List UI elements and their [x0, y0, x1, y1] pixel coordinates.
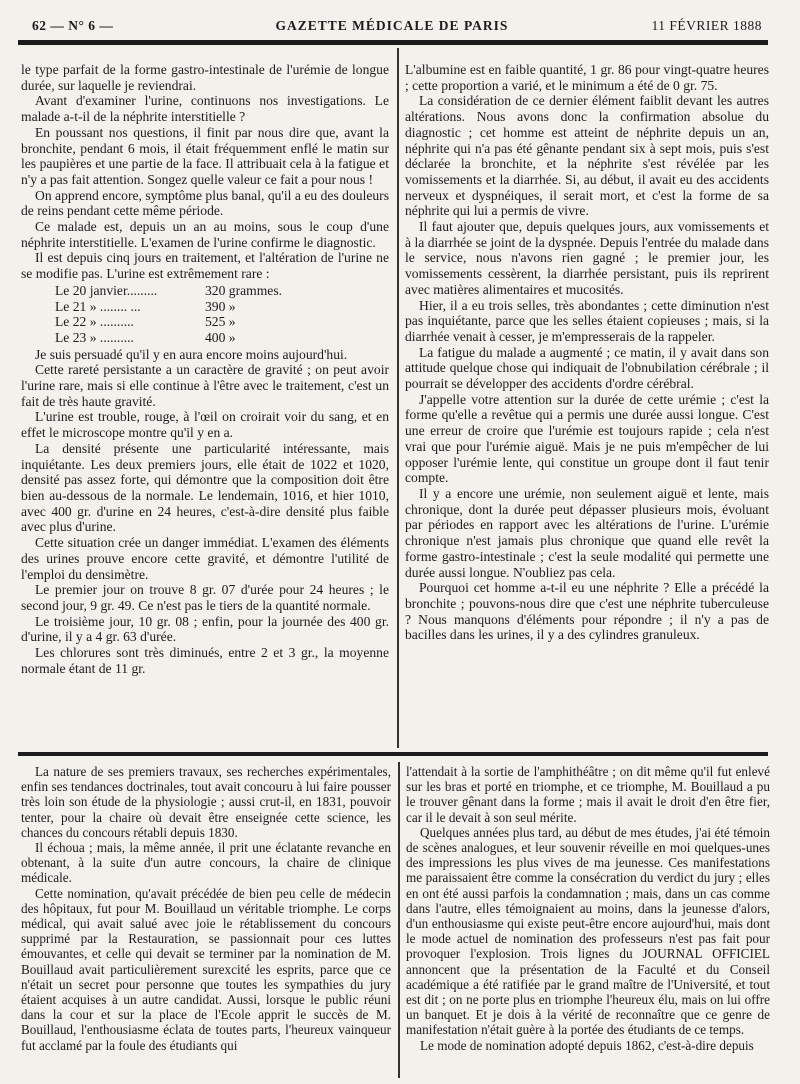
- paragraph: J'appelle votre attention sur la durée de cette urémie ; c'est la forme qu'elle a revêtue qui a permis une durée aussi longue. C'est une erreur de croire que l'urémie est toujours rapide ; cela n'est vrai que pour l'urémie aiguë. Mais je ne puis m'empêcher de lui opposer l'urémie lente, qui constitue un groupe dont il faut tenir compte.: [405, 391, 769, 486]
- table-cell-day: Le 20 janvier.........: [55, 282, 158, 298]
- feuilleton-right: [406, 764, 770, 1082]
- paragraph: Il échoua ; mais, la même année, il prit une éclatante revanche en obtenant, à la suite d'un autre concours, la chaire de clinique médicale.: [21, 840, 391, 886]
- column-divider: [397, 48, 399, 748]
- table-cell-value: 390 »: [205, 298, 236, 314]
- paragraph: Il faut ajouter que, depuis quelques jours, aux vomissements et à la diarrhée se joint de la dyspnée. Depuis l'entrée du malade dans le service, nous n'avons rien gagné ; le premier jour, les vomissements cessèrent, la diarrhée persistant, puis ils reprirent avec matières alimentaires et mucosités.: [405, 219, 769, 297]
- running-header: [22, 16, 762, 38]
- feuilleton-left: [21, 764, 391, 1082]
- paragraph: L'albumine est en faible quantité, 1 gr. 86 pour vingt-quatre heures ; cette proportion a varié, et le minimum a été de 0 gr. 75.: [405, 62, 769, 93]
- paragraph: Avant d'examiner l'urine, continuons nos investigations. Le malade a-t-il de la néphrite interstitielle ?: [21, 93, 389, 125]
- paragraph: Quelques années plus tard, au début de mes études, j'ai été témoin de scènes analogues, et leur souvenir réveille en moi quelques-unes des impressions les plus vives de ma jeunesse. Ces manifestations me paraissaient être comme la consécration du verdict du jury ; elles en ont été aussi parfois la condamnation ; mais, dans un cas comme dans l'autre, elles témoignaient au moins, dans la jeunesse d'alors, d'un enthousiasme qui existe peut-être encore aujourd'hui, mais dont le mode actuel de nomination des professeurs n'est pas fait pour provoquer l'explosion. Trois lignes du JOURNAL OFFICIEL annoncent que la présentation de la Faculté et du Conseil académique a été ratifiée par le grand maître de l'Université, et tout est dit ; on ne porte plus en triomphe l'heureux élu, mais on lui offre un banquet. Et je dois à la vérité de reconnaître que ce genre de manifestation n'était guère à la portée des étudiants de ce temps.: [406, 824, 770, 1038]
- column-divider: [398, 762, 400, 1078]
- table-row: [55, 299, 325, 315]
- paragraph: Cette rareté persistante a un caractère de gravité ; on peut avoir l'urine rare, mais si elle continue à l'être avec le traitement, c'est un fait de très haute gravité.: [21, 362, 389, 409]
- paragraph: Cette situation crée un danger immédiat. L'examen des éléments des urines prouve encore cette gravité, et démontre l'utilité de l'emploi du densimètre.: [21, 535, 389, 582]
- table-cell-day: Le 23 » ..........: [55, 329, 134, 345]
- table-row: [55, 283, 325, 299]
- feuilleton-rule: [18, 752, 768, 756]
- paragraph: En poussant nos questions, il finit par nous dire que, avant la bronchite, pendant 6 mois, il était fréquemment enflé le matin sur les paupières et une partie de la face. Il attribuait cela à la fatigue et n'y a pas fait attention. Songez quelle valeur ce fait a pour nous !: [21, 124, 389, 187]
- paragraph: L'urine est trouble, rouge, à l'œil on croirait voir du sang, et en effet le microscope montre qu'il y en a.: [21, 409, 389, 441]
- paragraph: Le mode de nomination adopté depuis 1862, c'est-à-dire depuis: [420, 1037, 754, 1053]
- table-cell-day: Le 22 » ..........: [55, 314, 134, 330]
- table-cell-value: 525 »: [205, 314, 236, 330]
- paragraph: La considération de ce dernier élément faiblit devant les autres altérations. Nous avons donc la confirmation absolue du diagnostic ; cet homme est atteint de néphrite depuis un an, néphrite qui n'a pas été gênante pendant six à sept mois, puis s'est déclarée la bronchite, et la néphrite s'est révélée par les vomissements et la diarrhée. Si, au début, il avait eu des accidents nerveux et dyspnéiques, il serait mort, et c'est la forme de sa néphrite qui lui a permis de vivre.: [405, 93, 769, 219]
- urine-volume-table: [55, 283, 325, 346]
- table-row: [55, 330, 325, 346]
- column-right: [405, 62, 769, 748]
- paragraph: l'attendait à la sortie de l'amphithéâtre ; on dit même qu'il fut enlevé sur les bras et porté en triomphe, et ce triomphe, M. Bouillaud a pu le trouver gênant dans la forme ; mais il avait le droit d'en être fier, car il le devait à son seul mérite.: [406, 764, 770, 825]
- paragraph: La nature de ses premiers travaux, ses recherches expérimentales, enfin ses tendances doctrinales, tout avait concouru à lui faire pousser très loin son étude de la physiologie ; aussi crut-il, en 1831, pouvoir tenter, pour la chaire où devait être enseignée cette science, les chances du concours rétabli depuis 1830.: [21, 764, 391, 840]
- paragraph: Cette nomination, qu'avait précédée de bien peu celle de médecin des hôpitaux, fut pour M. Bouillaud un véritable triomphe. Le corps médical, qui avait salué avec joie le rétablissement du concours supprimé par la Restauration, se passionnait pour ces luttes émouvantes, et celle qui devait se terminer par la nomination de M. Bouillaud avait particulièrement surexcité les esprits, parce que ce n'était un secret pour personne que toutes les sympathies du jury étaient acquises à un autre candidat. Aussi, lorsque le public réuni dans la cour et sur la place de l'Ecole apprit le succès de M. Bouillaud, l'enthousiasme éclata de toutes parts, l'heureux vainqueur fut acclamé par la foule des étudiants qui: [21, 885, 391, 1053]
- column-left: [21, 62, 389, 748]
- table-row: [55, 314, 325, 330]
- table-cell-value: 400 »: [205, 329, 236, 345]
- paragraph: Hier, il a eu trois selles, très abondantes ; cette diminution n'est pas inquiétante, parce que les selles étaient copieuses ; mais, si la diarrhée venait à cesser, je m'empresserais de la rappeler.: [405, 297, 769, 344]
- header-rule: [18, 40, 768, 45]
- paragraph: Il y a encore une urémie, non seulement aiguë et lente, mais chronique, dont la durée peut dépasser plusieurs mois, évoluant par périodes en rapport avec les altérations de l'urine. L'urémie chronique n'est jamais plus chronique que quand elle revêt la forme gastro-intestinale ; c'est la seule modalité qui permette une durée aussi longue. N'oubliez pas cela.: [405, 485, 769, 580]
- paragraph: le type parfait de la forme gastro-intestinale de l'urémie de longue durée, sur laquelle je reviendrai.: [21, 62, 389, 93]
- paragraph: Le premier jour on trouve 8 gr. 07 d'urée pour 24 heures ; le second jour, 9 gr. 49. Ce n'est pas le tiers de la quantité normale.: [21, 582, 389, 613]
- page-number: 62 — N° 6 —: [32, 18, 114, 33]
- paragraph: Je suis persuadé qu'il y en aura encore moins aujourd'hui.: [35, 346, 348, 362]
- journal-title: GAZETTE MÉDICALE DE PARIS: [275, 18, 509, 33]
- paragraph: On apprend encore, symptôme plus banal, qu'il a eu des douleurs de reins pendant cette même période.: [21, 187, 389, 219]
- issue-date: 11 FÉVRIER 1888: [651, 18, 762, 33]
- paragraph: Pourquoi cet homme a-t-il eu une néphrite ? Elle a précédé la bronchite ; pouvons-nous dire que c'est une néphrite tuberculeuse ? Nous manquons d'éléments pour répondre ; il n'y a pas de bacilles dans les urines, il y a des cylindres granuleux.: [405, 580, 769, 643]
- paragraph: Ce malade est, depuis un an au moins, sous le coup d'une néphrite interstitielle. L'examen de l'urine confirme le diagnostic.: [21, 219, 389, 250]
- paragraph: Le troisième jour, 10 gr. 08 ; enfin, pour la journée des 400 gr. d'urine, il y a 4 gr. 63 d'urée.: [21, 613, 389, 645]
- paragraph: Les chlorures sont très diminués, entre 2 et 3 gr., la moyenne normale étant de 11 gr.: [21, 645, 389, 676]
- table-cell-value: 320 grammes.: [205, 282, 283, 298]
- paragraph: La fatigue du malade a augmenté ; ce matin, il y avait dans son attitude quelque chose qui indiquait de l'obnubilation cérébrale ; il pourrait se développer des accidents d'ordre cérébral.: [405, 344, 769, 392]
- paragraph: La densité présente une particularité intéressante, mais inquiétante. Les deux premiers jours, elle était de 1022 et 1020, densité pas assez forte, qui démontre que la composition doit être bien au-dessous de la normale. Le lendemain, 1016, et hier 1010, avec 400 gr. d'urine en 24 heures, c'est-à-dire densité plus faible avec plus d'urine.: [21, 440, 389, 535]
- table-cell-day: Le 21 » ........ ...: [55, 298, 141, 314]
- paragraph: Il est depuis cinq jours en traitement, et l'altération de l'urine ne se modifie pas. L'urine est extrêmement rare :: [21, 250, 389, 282]
